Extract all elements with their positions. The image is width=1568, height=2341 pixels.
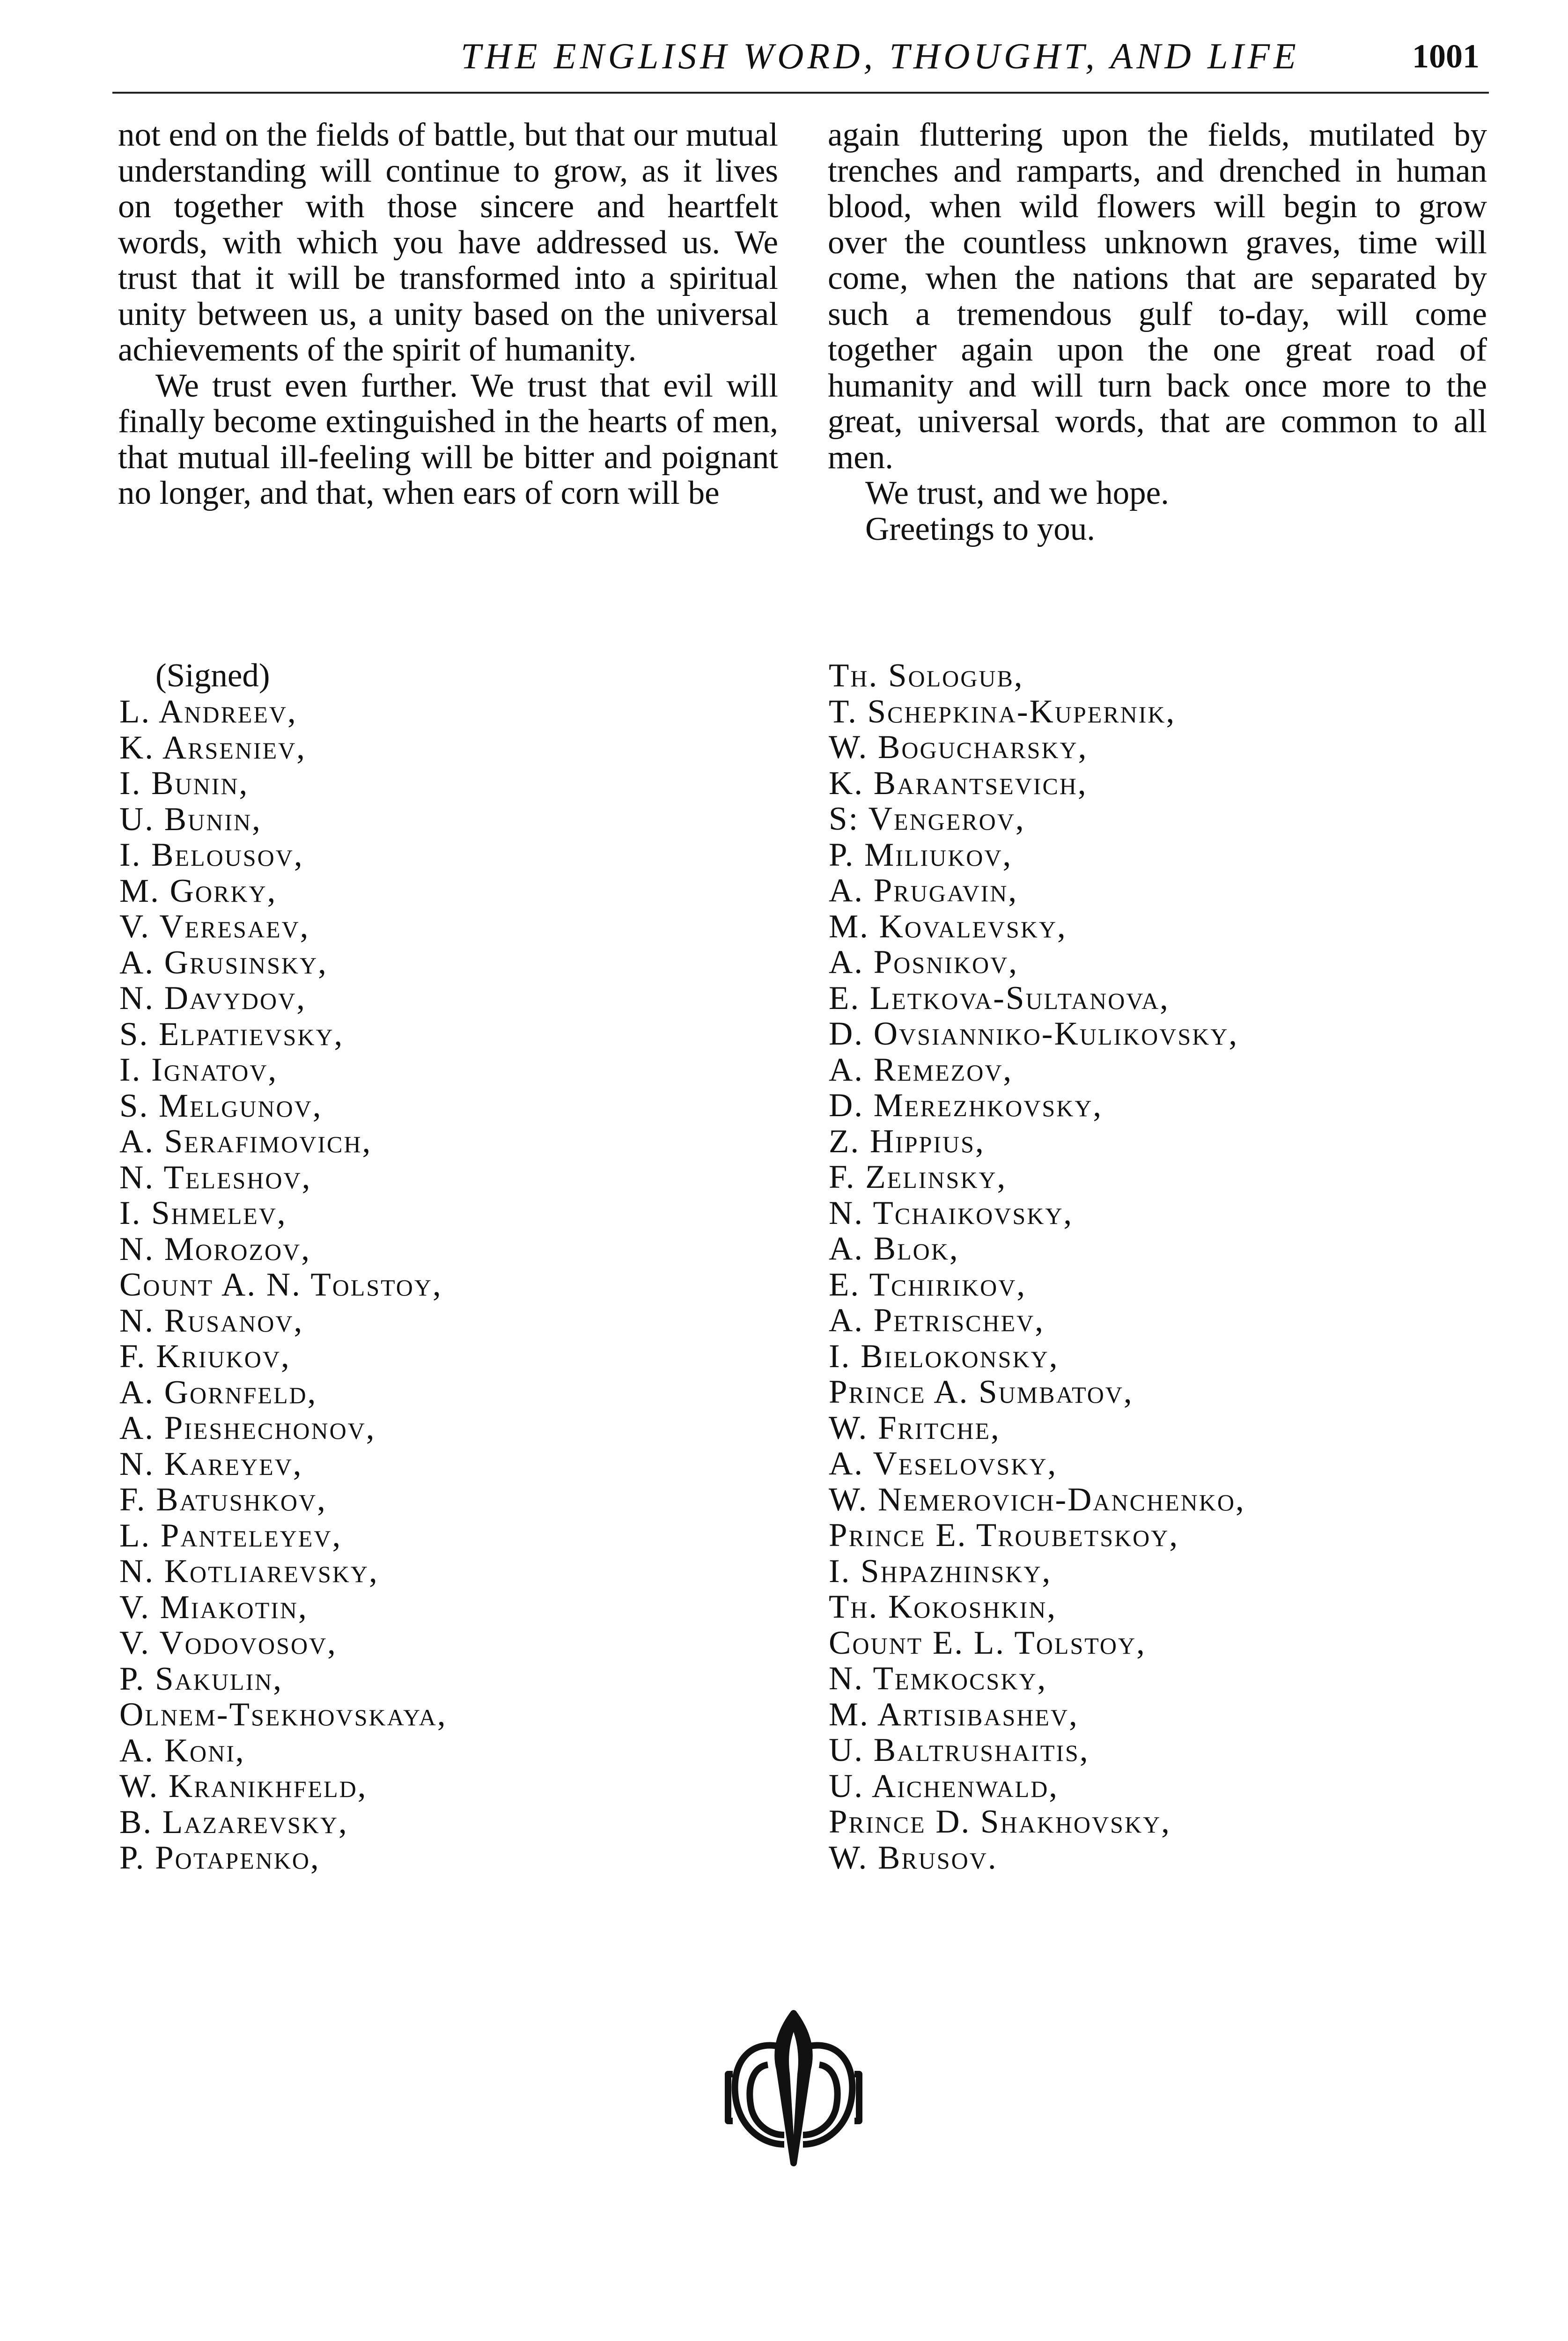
signatory-name: Prince E. Troubetskoy, [829, 1517, 1179, 1553]
paragraph: We trust even further. We trust that evil will finally become extinguished in the hearts of men, that mutual ill-feeling will be bitter and poignant no longer, and that, when ears of corn will be [118, 367, 778, 511]
signatory-name: W. Kranikhfeld, [119, 1768, 368, 1804]
signatory-name: Prince A. Sumbatov, [829, 1374, 1134, 1410]
signatory-name: L. Panteleyev, [119, 1517, 342, 1554]
signatory-name: D. Ovsianniko-Kulikovsky, [829, 1016, 1239, 1052]
signatory-name: N. Davydov, [119, 980, 307, 1016]
signatory-name: N. Temkocsky, [829, 1660, 1047, 1697]
signatory-name: B. Lazarevsky, [119, 1804, 348, 1840]
signatory-name: P. Potapenko, [119, 1840, 320, 1876]
paragraph: We trust, and we hope. [865, 475, 1169, 511]
signatory-name: E. Letkova-Sultanova, [829, 979, 1170, 1016]
signatory-name: M. Kovalevsky, [829, 908, 1067, 945]
signatory-name: U. Aichenwald, [829, 1767, 1059, 1804]
signatory-name: N. Kotliarevsky, [119, 1553, 379, 1590]
signatory-name: A. Veselovsky, [829, 1445, 1058, 1482]
signatories-left-list [119, 694, 447, 1876]
signatory-name: N. Rusanov, [119, 1302, 304, 1339]
paragraph: again fluttering upon the fields, mutilated by trenches and ramparts, and drenched in human blood, when wild flowers will begin to grow over the countless unknown graves, time will come, when the nations that are separated by such a tremendous gulf to-day, will come together again upon the one great road of humanity and will turn back once more to the great, universal words, that are common to all men. [828, 117, 1487, 476]
signatories-right-list [829, 658, 1245, 1876]
paragraph: not end on the fields of battle, but that our mutual understanding will continue to grow, as it lives on together with those sincere and heartfelt words, with which you have addressed us. We trust that it will be transformed into a spiritual unity between us, a unity based on the universal achievements of the spirit of humanity. [118, 117, 778, 368]
page-number: 1001 [1412, 37, 1480, 75]
signatory-name: U. Bunin, [119, 801, 262, 838]
signatory-name: A. Blok, [829, 1230, 959, 1267]
signatory-name: S: Vengerov, [829, 801, 1025, 837]
running-title: THE ENGLISH WORD, THOUGHT, AND LIFE [461, 36, 1300, 76]
signatory-name: N. Tchaikovsky, [829, 1194, 1074, 1231]
signatory-name: M. Gorky, [119, 872, 277, 909]
fleuron-ornament-icon [723, 2004, 864, 2172]
signatory-name: A. Petrischev, [829, 1302, 1045, 1339]
signatory-name: A. Koni, [119, 1732, 245, 1769]
right-text-column [828, 117, 1487, 547]
signatory-name: D. Merezhkovsky, [829, 1087, 1103, 1124]
signatory-name: A. Grusinsky, [119, 944, 328, 981]
signatory-name: W. Fritche, [829, 1409, 1001, 1446]
running-header [112, 28, 1480, 84]
signatory-name: Z. Hippius, [829, 1123, 985, 1160]
signatory-name: K. Barantsevich, [829, 765, 1088, 802]
signatory-name: U. Baltrushaitis, [829, 1732, 1090, 1768]
signatory-name: S. Elpatievsky, [119, 1016, 344, 1053]
signatory-name: K. Arseniev, [119, 729, 306, 766]
signatory-name: W. Nemerovich-Danchenko, [829, 1481, 1245, 1518]
signatory-name: A. Serafimovich, [119, 1123, 372, 1160]
signatory-name: F. Zelinsky, [829, 1159, 1007, 1195]
signatory-name: T. Schepkina-Kupernik, [829, 693, 1176, 730]
signatory-name: I. Bunin, [119, 765, 249, 802]
signatory-name: N. Teleshov, [119, 1159, 312, 1196]
signatory-name: I. Ignatov, [119, 1052, 278, 1088]
signatory-name: Th. Sologub, [829, 657, 1024, 694]
left-text-column [118, 117, 778, 511]
signatory-name: V. Veresaev, [119, 908, 310, 945]
signatory-name: I. Bielokonsky, [829, 1338, 1059, 1375]
signatory-name: L. Andreev, [119, 693, 297, 730]
signatory-name: S. Melgunov, [119, 1087, 323, 1124]
signatory-name: W. Brusov. [829, 1839, 998, 1876]
signatory-name: A. Gornfeld, [119, 1374, 317, 1411]
signatory-name: Olnem-Tsekhovskaya, [119, 1696, 447, 1733]
signatory-name: F. Kriukov, [119, 1338, 291, 1375]
signatory-name: A. Remezov, [829, 1051, 1013, 1088]
signatory-name: I. Belousov, [119, 837, 304, 873]
signatory-name: W. Bogucharsky, [829, 729, 1088, 766]
signatory-name: V. Vodovosov, [119, 1625, 337, 1661]
signatory-name: A. Pieshechonov, [119, 1410, 376, 1446]
signatory-name: Th. Kokoshkin, [829, 1589, 1057, 1625]
signatory-name: Count E. L. Tolstoy, [829, 1624, 1146, 1661]
signatory-name: N. Kareyev, [119, 1445, 303, 1482]
header-rule [112, 92, 1489, 94]
signatory-name: F. Batushkov, [119, 1481, 327, 1518]
paragraph: Greetings to you. [865, 510, 1096, 547]
signatory-name: V. Miakotin, [119, 1589, 308, 1626]
signatory-name: I. Shpazhinsky, [829, 1553, 1052, 1590]
signatory-name: I. Shmelev, [119, 1195, 287, 1231]
signatory-name: A. Posnikov, [829, 944, 1019, 980]
signatory-name: Prince D. Shakhovsky, [829, 1804, 1171, 1840]
signatory-name: P. Miliukov, [829, 836, 1013, 873]
signed-label: (Signed) [155, 657, 270, 694]
signatory-name: E. Tchirikov, [829, 1266, 1027, 1303]
signatory-name: P. Sakulin, [119, 1660, 283, 1697]
signatory-name: Count A. N. Tolstoy, [119, 1266, 442, 1303]
signatory-name: A. Prugavin, [829, 872, 1018, 909]
signatory-name: N. Morozov, [119, 1230, 311, 1267]
signatory-name: M. Artisibashev, [829, 1696, 1079, 1733]
